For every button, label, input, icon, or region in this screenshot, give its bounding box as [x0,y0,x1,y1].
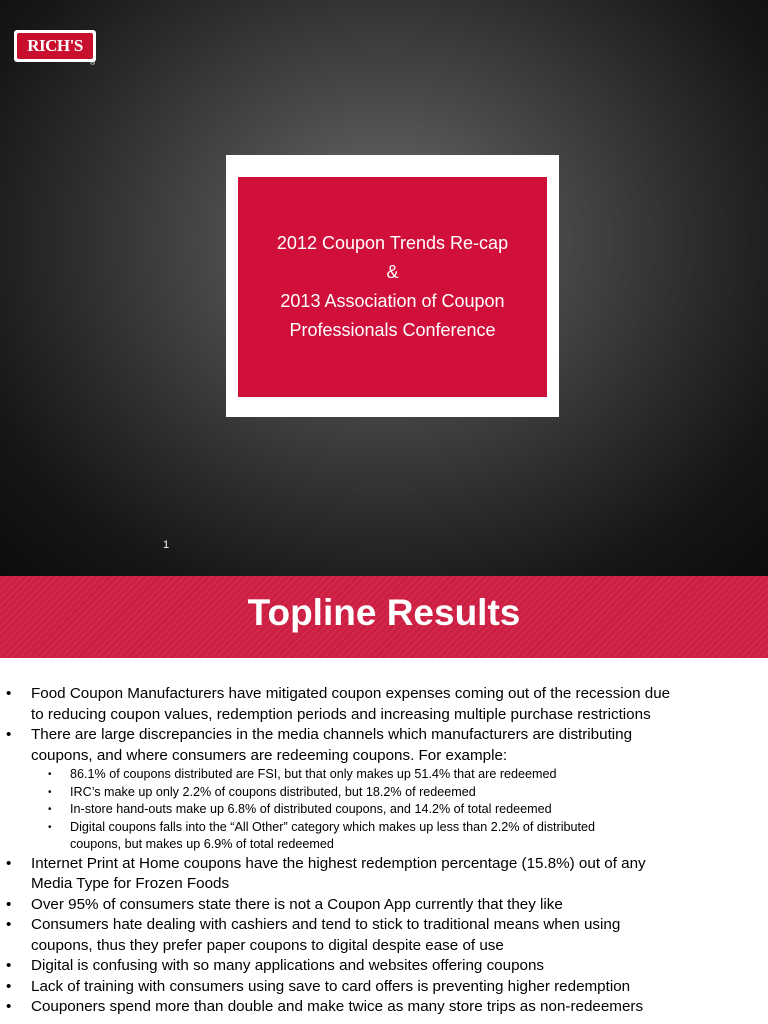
bullet-glyph: • [48,769,52,780]
richs-logo [14,30,96,62]
bullet-line: Digital coupons falls into the “All Other” category which makes up less than 2.2% of distributed [70,819,596,834]
bullet-line: Media Type for Frozen Foods [31,875,230,893]
bullet-line: IRC’s make up only 2.2% of coupons distributed, but 18.2% of redeemed [70,784,476,799]
bullet-item [0,997,768,1018]
bullet-glyph: • [6,895,12,913]
title-line: 2013 Association of Coupon [280,291,505,311]
title-line: Professionals Conference [289,320,496,340]
bullet-item [0,956,768,977]
bullet-line: In-store hand-outs make up 6.8% of distributed coupons, and 14.2% of total redeemed [70,802,552,817]
bullet-item [0,915,768,956]
bullet-line: coupons, but makes up 6.9% of total redeemed [70,837,334,852]
bullet-glyph: • [6,726,12,743]
bullet-line: Lack of training with consumers using save to card offers is preventing higher redemption [31,977,631,995]
topline-banner [0,576,768,658]
sub-bullet-item [0,766,768,784]
sub-bullet-item [0,784,768,802]
bullet-line: Food Coupon Manufacturers have mitigated coupon expenses coming out of the recession due [31,685,671,702]
bullet-line: coupons, and where consumers are redeeming coupons. For example: [31,746,508,764]
bullet-line: Consumers hate dealing with cashiers and tend to stick to traditional means when using [31,916,621,934]
bullet-line: There are large discrepancies in the media channels which manufacturers are distributing [31,726,633,743]
sub-bullet-item [0,819,768,854]
bullet-glyph: • [48,821,52,833]
bullet-glyph: • [6,977,12,995]
bullet-glyph: • [6,957,12,975]
bullet-item [0,895,768,916]
bullet-item [0,684,768,725]
registered-mark: ® [90,60,96,67]
bullet-item [0,977,768,998]
title-frame [226,155,559,417]
bullet-glyph: • [6,854,12,872]
bullet-line: coupons, thus they prefer paper coupons to digital despite ease of use [31,936,504,954]
bullet-glyph: • [48,786,52,798]
bullet-line: Digital is confusing with so many applications and websites offering coupons [31,957,545,975]
bullet-glyph: • [6,916,12,934]
title-box [238,177,547,397]
bullet-line: 86.1% of coupons distributed are FSI, but that only makes up 51.4% that are redeemed [70,767,557,781]
sub-bullet-item [0,801,768,819]
bullet-list [0,684,768,1018]
bullet-item [0,854,768,895]
bullet-item [0,725,768,766]
slide-number: 1 [163,539,170,551]
title-line: 2012 Coupon Trends Re-cap [276,233,509,253]
bullet-line: to reducing coupon values, redemption periods and increasing multiple purchase restrictions [31,705,651,723]
slide-title: Topline Results [247,592,521,633]
bullet-line: Over 95% of consumers state there is not a Coupon App currently that they like [31,895,563,913]
bullet-line: Internet Print at Home coupons have the highest redemption percentage (15.8%) out of any [31,854,646,872]
title-line: & [386,262,399,282]
bullet-line: Couponers spend more than double and make twice as many store trips as non-redeemers [31,998,644,1016]
bullet-glyph: • [48,804,52,816]
bullet-glyph: • [6,998,12,1016]
bullet-glyph: • [6,685,12,702]
logo-text: RICH'S [17,33,93,59]
